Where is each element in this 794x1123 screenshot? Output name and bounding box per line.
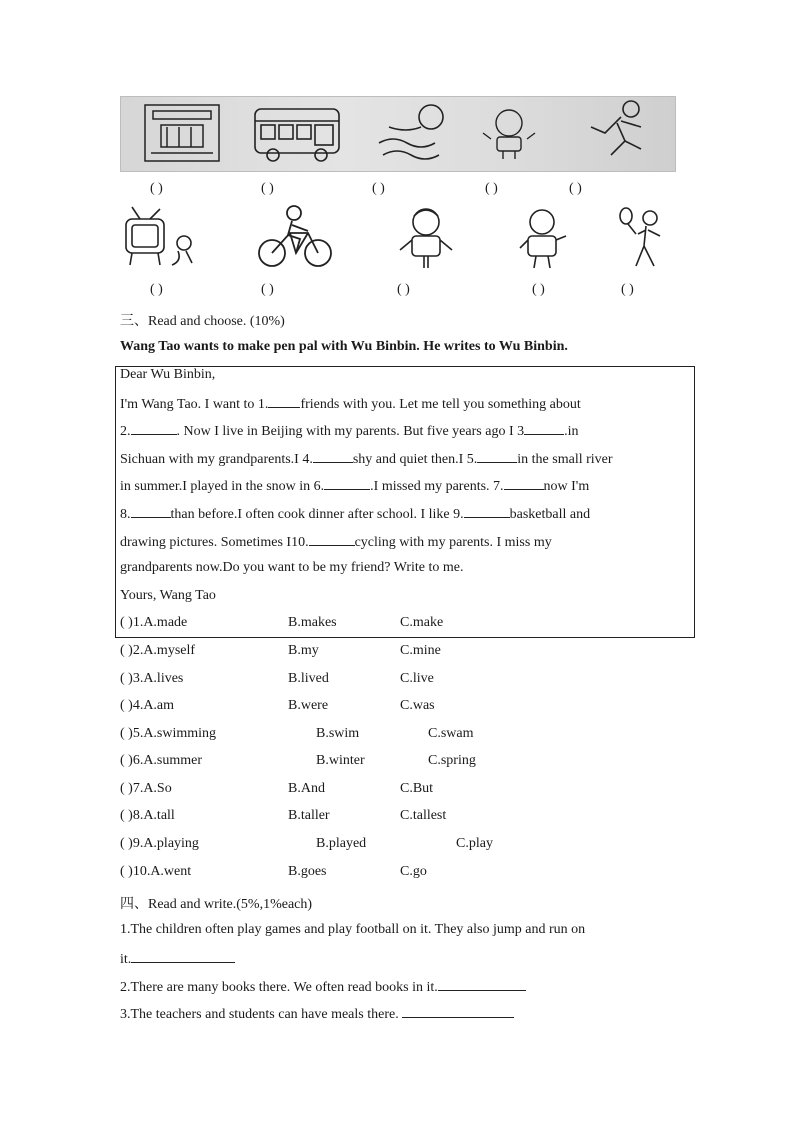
question-option-a[interactable]: ( )9.A.playing [120, 836, 199, 851]
answer-paren[interactable]: ( ) [150, 282, 163, 297]
section-4-heading: 四、Read and write.(5%,1%each) [120, 897, 313, 912]
question-option-b[interactable]: B.my [288, 643, 319, 658]
write-question-1-cont [120, 950, 235, 968]
question-option-a[interactable]: ( )4.A.am [120, 698, 175, 713]
question-option-a[interactable]: ( )2.A.myself [120, 643, 196, 658]
question-option-b[interactable]: B.lived [288, 671, 329, 686]
question-option-c[interactable]: C.mine [400, 643, 441, 658]
write-question-3 [120, 1005, 514, 1023]
blank-3[interactable] [524, 422, 564, 435]
question-option-a[interactable]: ( )8.A.tall [120, 808, 175, 823]
question-option-a[interactable]: ( )6.A.summer [120, 753, 203, 768]
write-question-1: 1.The children often play games and play football on it. They also jump and run on [120, 922, 586, 937]
blank-7[interactable] [504, 477, 544, 490]
running-boy-icon [591, 101, 641, 155]
question-option-b[interactable]: B.swim [316, 726, 360, 741]
question-option-a[interactable]: ( )5.A.swimming [120, 726, 217, 741]
question-option-c[interactable]: C.make [400, 615, 444, 630]
watching-tv-icon [122, 205, 202, 271]
letter-line [120, 477, 589, 495]
cycling-icon [256, 203, 336, 271]
question-option-b[interactable]: B.goes [288, 864, 327, 879]
letter-greeting: Dear Wu Binbin, [120, 367, 216, 382]
letter-text: 8. [120, 507, 131, 522]
question-option-b[interactable]: B.And [288, 781, 325, 796]
question-option-c[interactable]: C.spring [428, 753, 476, 768]
answer-paren[interactable]: ( ) [569, 181, 582, 196]
write-question-2 [120, 978, 526, 996]
answer-line-3[interactable] [402, 1005, 514, 1018]
chubby-boy-icon [516, 206, 570, 272]
answer-paren[interactable]: ( ) [261, 282, 274, 297]
bus-icon [255, 109, 339, 161]
question-option-b[interactable]: B.played [316, 836, 367, 851]
blank-4[interactable] [313, 450, 353, 463]
answer-line-1[interactable] [131, 950, 235, 963]
letter-line: grandparents now.Do you want to be my friend? Write to me. [120, 560, 464, 575]
question-option-c[interactable]: C.swam [428, 726, 474, 741]
blank-2[interactable] [131, 422, 177, 435]
letter-text: cycling with my parents. I miss my [354, 535, 552, 550]
question-option-c[interactable]: C.But [400, 781, 434, 796]
letter-line [120, 395, 581, 413]
letter-text: basketball and [509, 507, 591, 522]
blank-8[interactable] [131, 505, 171, 518]
question-text: 3.The teachers and students can have meals there. [120, 1007, 403, 1022]
letter-line [120, 450, 613, 468]
question-option-b[interactable]: B.makes [288, 615, 337, 630]
blank-5[interactable] [477, 450, 517, 463]
swimming-icon [379, 105, 443, 159]
letter-text: .in [564, 424, 579, 439]
question-option-c[interactable]: C.play [456, 836, 493, 851]
question-option-c[interactable]: C.tallest [400, 808, 447, 823]
answer-paren[interactable]: ( ) [485, 181, 498, 196]
letter-text: shy and quiet then.I 5. [352, 452, 478, 467]
answer-paren[interactable]: ( ) [532, 282, 545, 297]
blank-10[interactable] [309, 533, 355, 546]
boy-icon [483, 110, 535, 159]
question-option-c[interactable]: C.live [400, 671, 434, 686]
question-text: it. [120, 952, 132, 967]
question-option-b[interactable]: B.taller [288, 808, 330, 823]
letter-text: Sichuan with my grandparents.I 4. [120, 452, 313, 467]
letter-text: friends with you. Let me tell you something about [300, 397, 581, 412]
letter-text: . Now I live in Beijing with my parents. But five years ago I 3 [176, 424, 525, 439]
section-3-intro: Wang Tao wants to make pen pal with Wu Binbin. He writes to Wu Binbin. [120, 339, 568, 354]
letter-line [120, 422, 579, 440]
answer-line-2[interactable] [438, 978, 526, 991]
library-building-icon [145, 105, 219, 161]
section-3-heading: 三、Read and choose. (10%) [120, 314, 285, 329]
answer-paren[interactable]: ( ) [150, 181, 163, 196]
question-option-a[interactable]: ( )3.A.lives [120, 671, 184, 686]
letter-text: I'm Wang Tao. I want to 1. [120, 397, 269, 412]
question-option-a[interactable]: ( )1.A.made [120, 615, 188, 630]
letter-text: in the small river [517, 452, 613, 467]
letter-text: now I'm [543, 479, 590, 494]
question-option-a[interactable]: ( )10.A.went [120, 864, 192, 879]
letter-text: .I missed my parents. 7. [370, 479, 504, 494]
question-option-a[interactable]: ( )7.A.So [120, 781, 172, 796]
question-option-c[interactable]: C.go [400, 864, 427, 879]
question-option-b[interactable]: B.winter [316, 753, 365, 768]
letter-text: drawing pictures. Sometimes I10. [120, 535, 309, 550]
question-option-b[interactable]: B.were [288, 698, 329, 713]
girl-icon [396, 204, 456, 272]
blank-6[interactable] [324, 477, 370, 490]
answer-paren[interactable]: ( ) [621, 282, 634, 297]
blank-1[interactable] [268, 395, 300, 408]
letter-closing: Yours, Wang Tao [120, 588, 216, 603]
answer-paren[interactable]: ( ) [261, 181, 274, 196]
letter-text: than before.I often cook dinner after school. I like 9. [170, 507, 464, 522]
answer-paren[interactable]: ( ) [397, 282, 410, 297]
letter-text: 2. [120, 424, 131, 439]
answer-paren[interactable]: ( ) [372, 181, 385, 196]
letter-line [120, 533, 552, 551]
blank-9[interactable] [464, 505, 510, 518]
ping-pong-player-icon [614, 206, 672, 272]
letter-line [120, 505, 590, 523]
question-text: 2.There are many books there. We often read books in it. [120, 980, 438, 995]
question-option-c[interactable]: C.was [400, 698, 435, 713]
picture-strip [120, 96, 676, 172]
letter-text: in summer.I played in the snow in 6. [120, 479, 325, 494]
